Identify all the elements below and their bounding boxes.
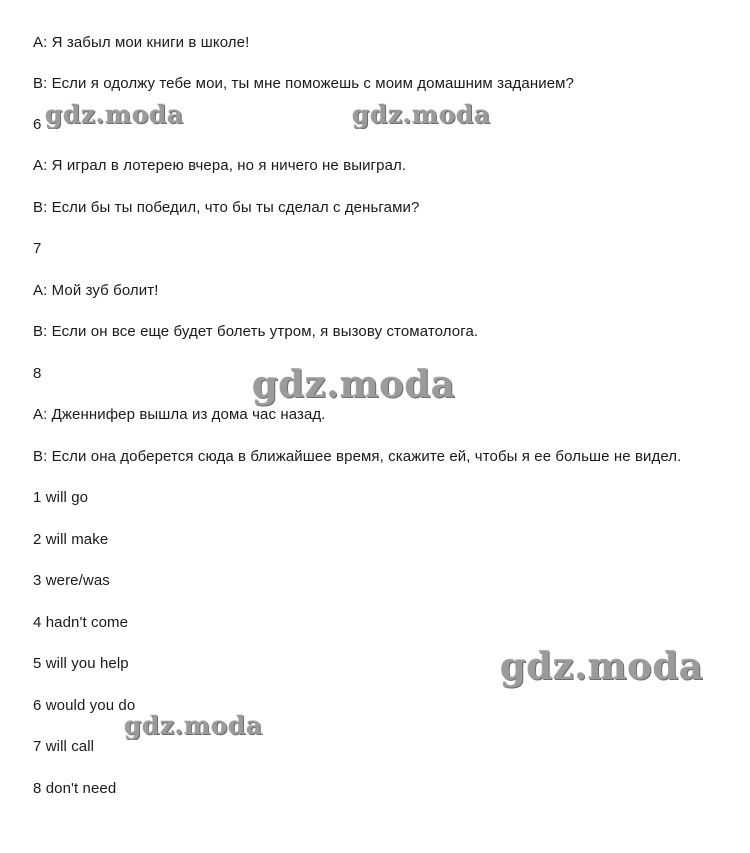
- answer-line: 5 will you help: [33, 655, 129, 672]
- dialogue-line-a: A: Мой зуб болит!: [33, 282, 159, 299]
- answer-line: 8 don't need: [33, 780, 117, 797]
- watermark-logo: gdz.moda: [352, 100, 491, 129]
- dialogue-line-b: B: Если он все еще будет болеть утром, я вызову стоматолога.: [33, 323, 479, 340]
- answer-line: 3 were/was: [33, 572, 110, 589]
- dialogue-line-a: A: Дженнифер вышла из дома час назад.: [33, 406, 326, 423]
- dialogue-line-b: B: Если я одолжу тебе мои, ты мне поможешь с моим домашним заданием?: [33, 75, 574, 92]
- dialogue-line-a: A: Я забыл мои книги в школе!: [33, 34, 250, 51]
- answer-line: 1 will go: [33, 489, 89, 506]
- answer-line: 6 would you do: [33, 697, 136, 714]
- answer-line: 4 hadn't come: [33, 614, 129, 631]
- dialogue-line-b: B: Если она доберется сюда в ближайшее время, скажите ей, чтобы я ее больше не видел.: [33, 448, 682, 465]
- item-number: 7: [33, 240, 42, 257]
- watermark-logo: gdz.moda: [45, 100, 184, 129]
- dialogue-line-b: B: Если бы ты победил, что бы ты сделал с деньгами?: [33, 199, 420, 216]
- watermark-logo: gdz.moda: [500, 644, 704, 688]
- answer-line: 2 will make: [33, 531, 109, 548]
- watermark-logo: gdz.moda: [252, 362, 456, 406]
- item-number: 6: [33, 116, 42, 133]
- item-number: 8: [33, 365, 42, 382]
- dialogue-line-a: A: Я играл в лотерею вчера, но я ничего не выиграл.: [33, 157, 407, 174]
- answer-line: 7 will call: [33, 738, 95, 755]
- watermark-logo: gdz.moda: [124, 711, 263, 740]
